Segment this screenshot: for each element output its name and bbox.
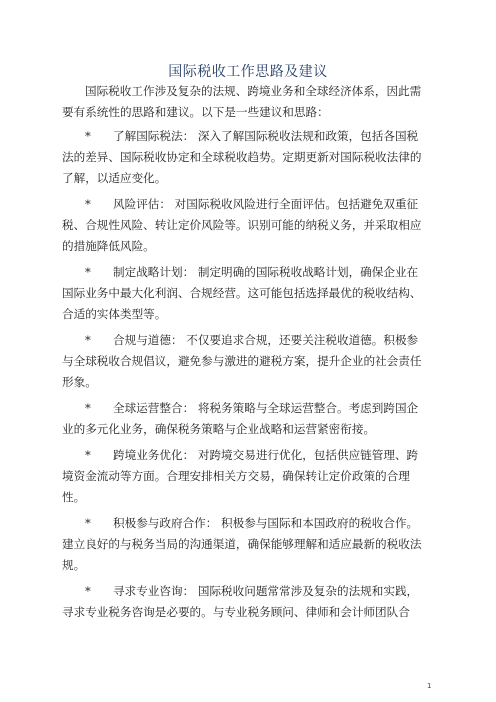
list-item bbox=[62, 581, 428, 623]
bullet-marker: * bbox=[85, 333, 91, 347]
item-body: 制定明确的国际税收战略计划，确保企业在国际业务中最大化利润、合规经营。这可能包括选择最优的税收结构、合适的实体类型等。 bbox=[62, 265, 422, 321]
list-item bbox=[62, 330, 428, 393]
item-body: 将税务策略与全球运营整合。考虑到跨国企业的多元化业务，确保税务策略与企业战略和运营紧密衔接。 bbox=[62, 401, 419, 436]
item-heading: 风险评估： bbox=[113, 197, 171, 211]
item-heading: 积极参与政府合作： bbox=[113, 516, 218, 530]
page-number: 1 bbox=[427, 682, 432, 690]
document-body bbox=[62, 81, 428, 628]
item-heading: 合规与道德： bbox=[113, 333, 183, 347]
item-body: 不仅要追求合规，还要关注税收道德。积极参与全球税收合规倡议，避免参与激进的避税方案，提升企业的社会责任形象。 bbox=[62, 333, 422, 389]
bullet-marker: * bbox=[85, 401, 91, 415]
intro-paragraph: 国际税收工作涉及复杂的法规、跨境业务和全球经济体系，因此需要有系统性的思路和建议。以下是一些建议和思路： bbox=[62, 84, 422, 119]
bullet-marker: * bbox=[85, 129, 91, 143]
item-heading: 跨境业务优化： bbox=[113, 448, 195, 462]
bullet-marker: * bbox=[85, 584, 91, 598]
item-heading: 全球运营整合： bbox=[113, 401, 195, 415]
list-item bbox=[62, 445, 428, 508]
item-heading: 了解国际税法： bbox=[113, 129, 195, 143]
bullet-marker: * bbox=[85, 197, 91, 211]
item-body: 对国际税收风险进行全面评估。包括避免双重征税、合规性风险、转让定价风险等。识别可能的纳税义务，并采取相应的措施降低风险。 bbox=[62, 197, 422, 253]
item-body: 对跨境交易进行优化，包括供应链管理、跨境资金流动等方面。合理安排相关方交易，确保转让定价政策的合理性。 bbox=[62, 448, 419, 504]
list-item bbox=[62, 398, 428, 440]
document-title: 国际税收工作思路及建议 bbox=[168, 64, 328, 80]
item-body: 深入了解国际税收法规和政策，包括各国税法的差异、国际税收协定和全球税收趋势。定期更新对国际税收法律的了解，以适应变化。 bbox=[62, 129, 422, 185]
item-heading: 制定战略计划： bbox=[113, 265, 195, 279]
bullet-marker: * bbox=[85, 448, 91, 462]
bullet-marker: * bbox=[85, 516, 91, 530]
list-item bbox=[62, 194, 428, 257]
item-body: 积极参与国际和本国政府的税收合作。建立良好的与税务当局的沟通渠道，确保能够理解和适应最新的税收法规。 bbox=[62, 516, 422, 572]
item-heading: 寻求专业咨询： bbox=[113, 584, 195, 598]
item-body: 国际税收问题常常涉及复杂的法规和实践，寻求专业税务咨询是必要的。与专业税务顾问、律师和会计师团队合 bbox=[62, 584, 419, 619]
list-item bbox=[62, 262, 428, 325]
list-item bbox=[62, 513, 428, 576]
list-item bbox=[62, 126, 428, 189]
bullet-marker: * bbox=[85, 265, 91, 279]
